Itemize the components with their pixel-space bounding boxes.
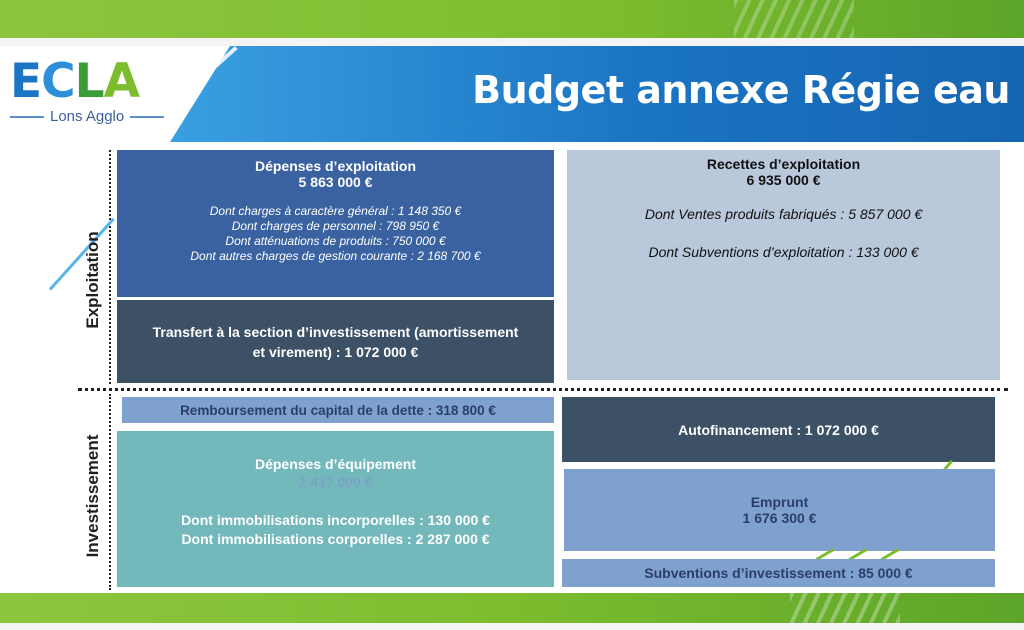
page-title: Budget annexe Régie eau — [472, 68, 1010, 112]
logo-letter-l: L — [74, 54, 104, 109]
logo-subtitle: Lons Agglo — [50, 108, 125, 125]
recettes-exploitation-box — [567, 150, 1000, 380]
depenses-exploitation-amount: 5 863 000 € — [298, 174, 373, 190]
bottom-gap — [0, 623, 1024, 630]
depenses-equipement-box — [117, 431, 554, 587]
bottom-green-bar — [0, 593, 1024, 623]
logo-wordmark — [10, 54, 180, 109]
immobilisations-corporelles: Dont immobilisations corporelles : 2 287 000 € — [181, 531, 490, 547]
emprunt-box — [564, 469, 995, 551]
logo-letter-c: C — [41, 54, 75, 109]
logo-letter-a: A — [103, 54, 139, 109]
top-green-bar — [0, 0, 1024, 38]
recettes-exploitation-amount: 6 935 000 € — [746, 172, 821, 188]
logo-subtitle-row — [10, 108, 180, 125]
section-label-investissement: Investissement — [83, 434, 102, 558]
recettes-exploitation-title: Recettes d’exploitation — [706, 156, 861, 172]
logo-rule-left — [10, 116, 44, 118]
top-gap — [0, 38, 1024, 46]
transfert-line-2: et virement) : 1 072 000 € — [252, 343, 419, 360]
immobilisations-lines — [181, 511, 490, 549]
emprunt-title: Emprunt — [750, 494, 809, 510]
detail-charges-personnel: Dont charges de personnel : 798 950 € — [231, 219, 440, 233]
section-label-exploitation: Exploitation — [83, 231, 102, 329]
depenses-equipement-amount: 2 417 000 € — [298, 474, 373, 490]
emprunt-amount: 1 676 300 € — [742, 510, 817, 526]
detail-autres-charges: Dont autres charges de gestion courante : 2 168 700 € — [190, 249, 481, 263]
autofinancement-label: Autofinancement : 1 072 000 € — [678, 421, 879, 438]
detail-attenuations-produits: Dont atténuations de produits : 750 000 € — [225, 234, 446, 248]
detail-charges-generales: Dont charges à caractère général : 1 148 350 € — [209, 204, 462, 218]
decorative-diagonal-stroke — [49, 218, 115, 291]
investissement-vertical-divider — [109, 394, 111, 590]
ecla-logo — [10, 54, 180, 130]
transfert-line-1: Transfert à la section d’investissement (amortissement — [152, 323, 519, 340]
autofinancement-box — [562, 397, 995, 462]
logo-rule-right — [130, 116, 164, 118]
top-bar-stripes — [734, 0, 854, 38]
section-horizontal-divider — [78, 388, 1008, 391]
remboursement-capital-label: Remboursement du capital de la dette : 318 800 € — [180, 402, 496, 418]
exploitation-vertical-divider — [109, 150, 111, 384]
recettes-subventions-detail: Dont Subventions d’exploitation : 133 000 € — [648, 244, 919, 260]
logo-letter-e: E — [10, 54, 42, 109]
transfert-investissement-box — [117, 300, 554, 383]
immobilisations-incorporelles: Dont immobilisations incorporelles : 130 000 € — [181, 512, 490, 528]
subventions-investissement-box — [562, 559, 995, 587]
bottom-bar-stripes — [790, 593, 900, 623]
depenses-equipement-title: Dépenses d’équipement — [254, 456, 417, 472]
depenses-exploitation-title: Dépenses d’exploitation — [254, 158, 417, 174]
remboursement-capital-box — [122, 397, 554, 423]
recettes-ventes-detail: Dont Ventes produits fabriqués : 5 857 000 € — [644, 206, 923, 222]
depenses-exploitation-box — [117, 150, 554, 297]
depenses-exploitation-details — [190, 204, 480, 264]
subventions-investissement-label: Subventions d’investissement : 85 000 € — [644, 565, 913, 581]
